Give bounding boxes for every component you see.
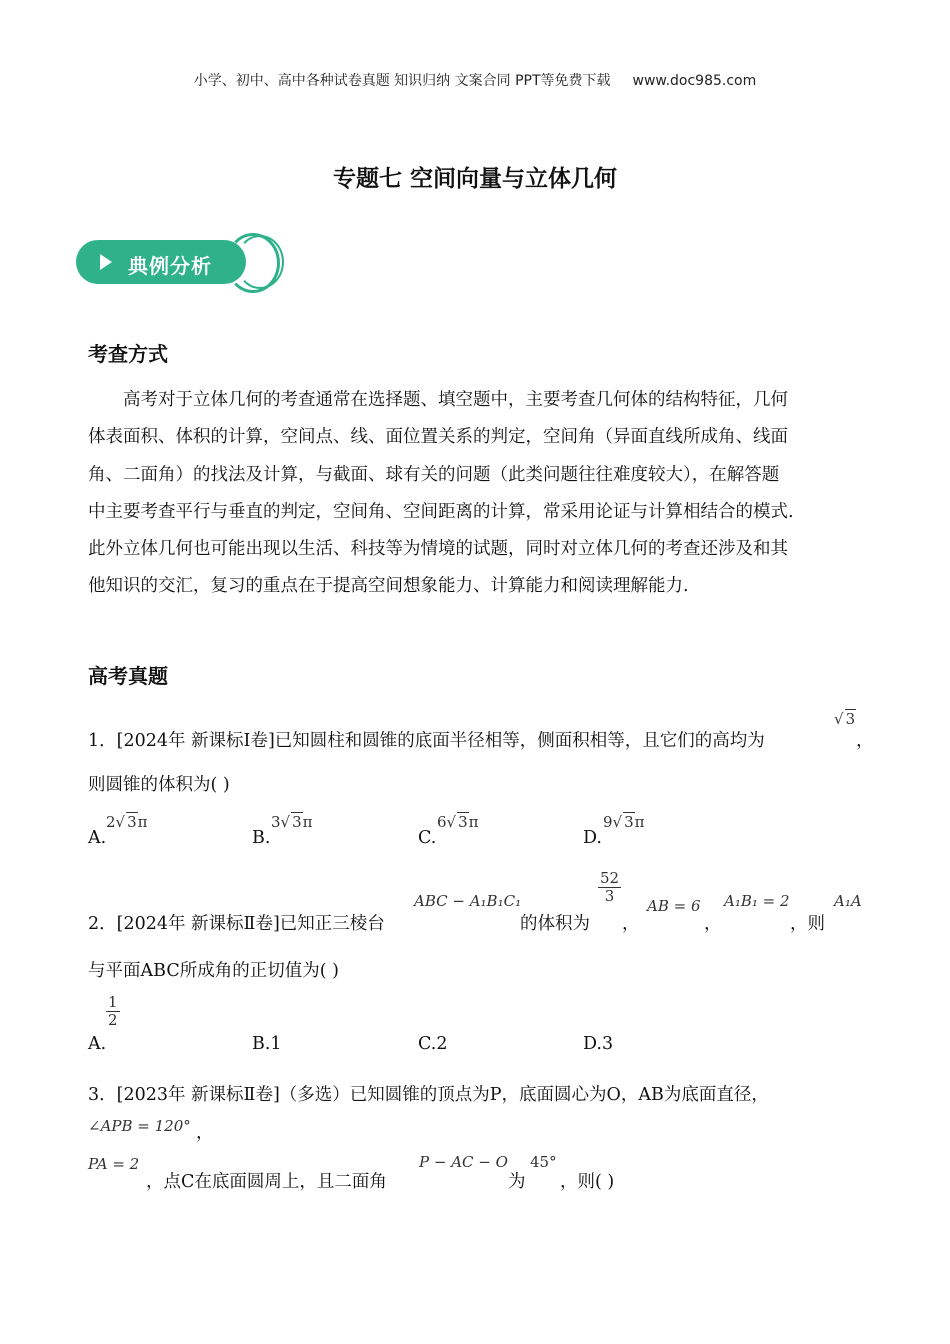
- question-text: ，点C在底面圆周上，且二面角: [146, 1172, 387, 1192]
- option-c[interactable]: C.2: [418, 1034, 448, 1054]
- question-1-line-1: [88, 727, 765, 752]
- option-a-value: 2√ 3π: [106, 813, 148, 831]
- option-d[interactable]: D.: [583, 828, 602, 848]
- play-icon: [100, 254, 112, 270]
- option-b[interactable]: B.: [252, 828, 271, 848]
- header-site[interactable]: www.doc985.com: [632, 73, 757, 89]
- option-a[interactable]: A.: [88, 1034, 107, 1054]
- option-a[interactable]: A.: [88, 828, 107, 848]
- volume-fraction: [598, 870, 621, 905]
- option-b[interactable]: B.1: [252, 1034, 282, 1054]
- page-header: [0, 70, 950, 90]
- ab-expression: AB = 6: [647, 897, 701, 915]
- section-heading: 考查方式: [88, 342, 168, 366]
- paragraph-line: 他知识的交汇，复习的重点在于提高空间想象能力、计算能力和阅读理解能力.: [88, 576, 689, 597]
- option-a-fraction: $\frac{1}{2}$: [108, 993, 118, 1029]
- option-c[interactable]: C.: [418, 828, 437, 848]
- question-text: ，则( ): [560, 1172, 615, 1192]
- radicand: 3: [845, 710, 856, 728]
- question-text: 为: [508, 1172, 526, 1192]
- option-d[interactable]: D.3: [583, 1034, 614, 1054]
- dihedral-expression: P − AC − O: [419, 1153, 508, 1171]
- paragraph-line: 此外立体几何也可能出现以生活、科技等为情境的试题，同时对立体几何的考查还涉及和其: [88, 539, 788, 560]
- a1b1-expression: A₁B₁ = 2: [724, 892, 790, 910]
- question-text: ，: [704, 914, 722, 934]
- solid-expression: ABC − A₁B₁C₁: [414, 892, 522, 910]
- paragraph-line: 体表面积、体积的计算，空间点、线、面位置关系的判定，空间角（异面直线所成角、线面: [88, 427, 788, 448]
- paragraph-line: 中主要考查平行与垂直的判定，空间角、空间距离的计算，常采用论证与计算相结合的模式.: [88, 501, 794, 522]
- page-title: 专题七 空间向量与立体几何: [332, 166, 617, 192]
- question-text: ，: [622, 914, 640, 934]
- sqrt-expression: √ 3: [834, 710, 856, 728]
- question-text: 与平面ABC所成角的正切值为( ): [88, 961, 339, 981]
- intro-paragraph: [88, 382, 864, 606]
- a1a-expression: A₁A: [834, 892, 862, 910]
- degree-expression: 45°: [530, 1153, 557, 1171]
- header-text: 小学、初中、高中各种试卷真题 知识归纳 文案合同 PPT等免费下载: [193, 73, 611, 89]
- section-heading: 高考真题: [88, 664, 168, 688]
- option-d-value: 9√ 3π: [603, 813, 645, 831]
- section-banner: [76, 232, 260, 292]
- question-text: 则圆锥的体积为( ): [88, 775, 230, 795]
- question-text: ，: [856, 731, 874, 751]
- option-c-value: 6√ 3π: [437, 813, 479, 831]
- paragraph-line: 高考对于立体几何的考查通常在选择题、填空题中，主要考查几何体的结构特征，几何: [123, 390, 788, 410]
- angle-expression: ∠APB = 120°: [88, 1117, 191, 1135]
- option-b-value: 3√ 3π: [271, 813, 313, 831]
- question-text: 的体积为: [520, 914, 590, 934]
- question-text: 1．[2024年 新课标Ⅰ卷]已知圆柱和圆锥的底面半径相等，侧面积相等，且它们的高均为: [88, 731, 765, 751]
- question-text: ，: [196, 1123, 214, 1143]
- pa-expression: PA = 2: [88, 1155, 140, 1173]
- question-text: 3．[2023年 新课标Ⅱ卷]（多选）已知圆锥的顶点为P，底面圆心为O，AB为底面直径，: [88, 1085, 769, 1105]
- fraction-numerator: 52: [600, 869, 620, 887]
- fraction-denominator: 3: [604, 887, 615, 905]
- question-text: 2．[2024年 新课标Ⅱ卷]已知正三棱台: [88, 914, 385, 934]
- paragraph-line: 角、二面角）的找法及计算，与截面、球有关的问题（此类问题往往难度较大），在解答题: [88, 464, 780, 485]
- banner-label: 典例分析: [128, 254, 212, 278]
- question-text: ，则: [790, 914, 825, 934]
